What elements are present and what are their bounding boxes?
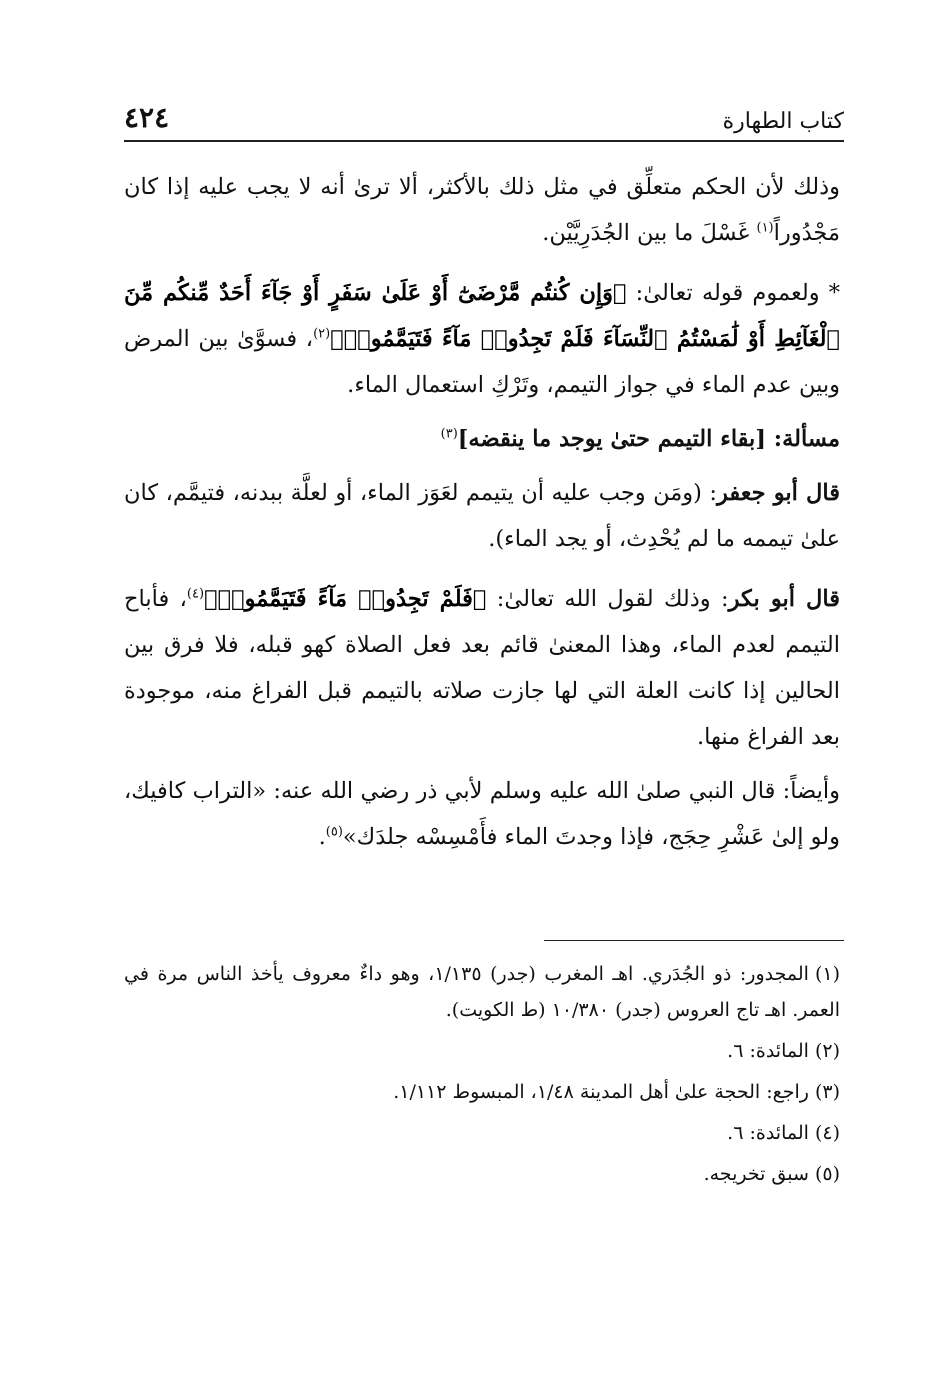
footnote-ref: (٥) (325, 824, 343, 840)
speaker-label: قال أبو جعفر (717, 480, 841, 506)
text-segment: : وذلك لقول الله تعالىٰ: (486, 586, 729, 612)
section-heading (124, 416, 840, 462)
main-text (124, 164, 840, 868)
footnote-number: (٥) (814, 1163, 840, 1185)
paragraph (124, 768, 840, 860)
text-segment: وأيضاً: قال النبي صلىٰ الله عليه وسلم لأبي ذر رضي الله عنه: «التراب كافيك، ولو إلىٰ عَشْرِ حِجَج، فإذا وجدتَ الماء فأَمْسِسْه جلدَك» (124, 778, 840, 850)
text-segment: : (ومَن وجب عليه أن يتيمم لعَوَز الماء، أو لعلَّة ببدنه، فتيمَّم، كان علىٰ تيممه ما لم يُحْدِث، أو يجد الماء). (124, 480, 840, 552)
footnote-number: (١) (814, 963, 841, 985)
masala-heading: مسألة: [بقاء التيمم حتىٰ يوجد ما ينقضه] (457, 426, 840, 452)
text-segment: ، فسوَّىٰ بين المرض وبين عدم الماء في جواز التيمم، وتَرْكِ استعمال الماء. (124, 326, 840, 398)
footnote (124, 1033, 840, 1069)
footnote-ref: (١) (756, 220, 774, 236)
paragraph (124, 470, 840, 562)
footnote-text: راجع: الحجة علىٰ أهل المدينة ١/٤٨، المبسوط ١/١١٢. (393, 1081, 809, 1103)
footnote-rule-line (544, 940, 844, 941)
page-number: ٤٢٤ (124, 101, 170, 134)
footnote (124, 956, 840, 1028)
text-segment: ، فأباح التيمم لعدم الماء، وهذا المعنىٰ قائم بعد فعل الصلاة كهو قبله، فلا فرق بين الحالين إذا كانت العلة التي لها جازت صلاته بالتيمم قبل الفراغ منه، موجودة بعد الفراغ منها. (124, 586, 840, 750)
footnote-number: (٢) (814, 1040, 840, 1062)
footnote-text: المائدة: ٦. (727, 1122, 809, 1144)
footnote-text: المائدة: ٦. (727, 1040, 809, 1062)
footnote-ref: (٤) (186, 586, 205, 602)
text-segment: . (318, 824, 326, 850)
paragraph (124, 270, 840, 408)
paragraph (124, 576, 840, 760)
text-segment: غَسْلَ ما بين الجُدَرِيَّيْن. (542, 220, 757, 246)
page-header (124, 98, 844, 142)
footnotes (124, 956, 840, 1197)
footnote-text: سبق تخريجه. (703, 1163, 809, 1185)
footnote (124, 1074, 840, 1110)
text-segment: وذلك لأن الحكم متعلِّق في مثل ذلك بالأكثر، ألا ترىٰ أنه لا يجب عليه إذا كان مَجْدُوراً (124, 174, 840, 246)
footnote (124, 1115, 840, 1151)
paragraph (124, 164, 840, 256)
footnote-ref: (٣) (440, 426, 458, 442)
speaker-label: قال أبو بكر (728, 586, 840, 612)
quran-verse: ﴿وَإِن كُنتُم مَّرْضَىٰٓ أَوْ عَلَىٰ سَفَرٍ أَوْ جَآءَ أَحَدٌ مِّنكُم مِّنَ ٱلْغَآئِطِ أَوْ لَٰمَسْتُمُ ٱلنِّسَآءَ فَلَمْ تَجِدُوا۟ مَآءً فَتَيَمَّمُوا۟﴾ (124, 280, 840, 352)
footnote-number: (٣) (814, 1081, 840, 1103)
footnote-ref: (٢) (313, 326, 331, 342)
quran-verse: ﴿فَلَمْ تَجِدُوا۟ مَآءً فَتَيَمَّمُوا۟﴾ (204, 586, 487, 612)
footnote-text: المجدور: ذو الجُدَري. اهـ المغرب (جدر) ١/١٣٥، وهو داءٌ معروف يأخذ الناس مرة في العمر. اهـ تاج العروس (جدر) ١٠/٣٨٠ (ط الكويت). (124, 963, 840, 1021)
running-title: كتاب الطهارة (722, 109, 844, 134)
footnote-number: (٤) (814, 1122, 840, 1144)
text-segment: * ولعموم قوله تعالىٰ: (626, 280, 840, 306)
footnote (124, 1156, 840, 1192)
